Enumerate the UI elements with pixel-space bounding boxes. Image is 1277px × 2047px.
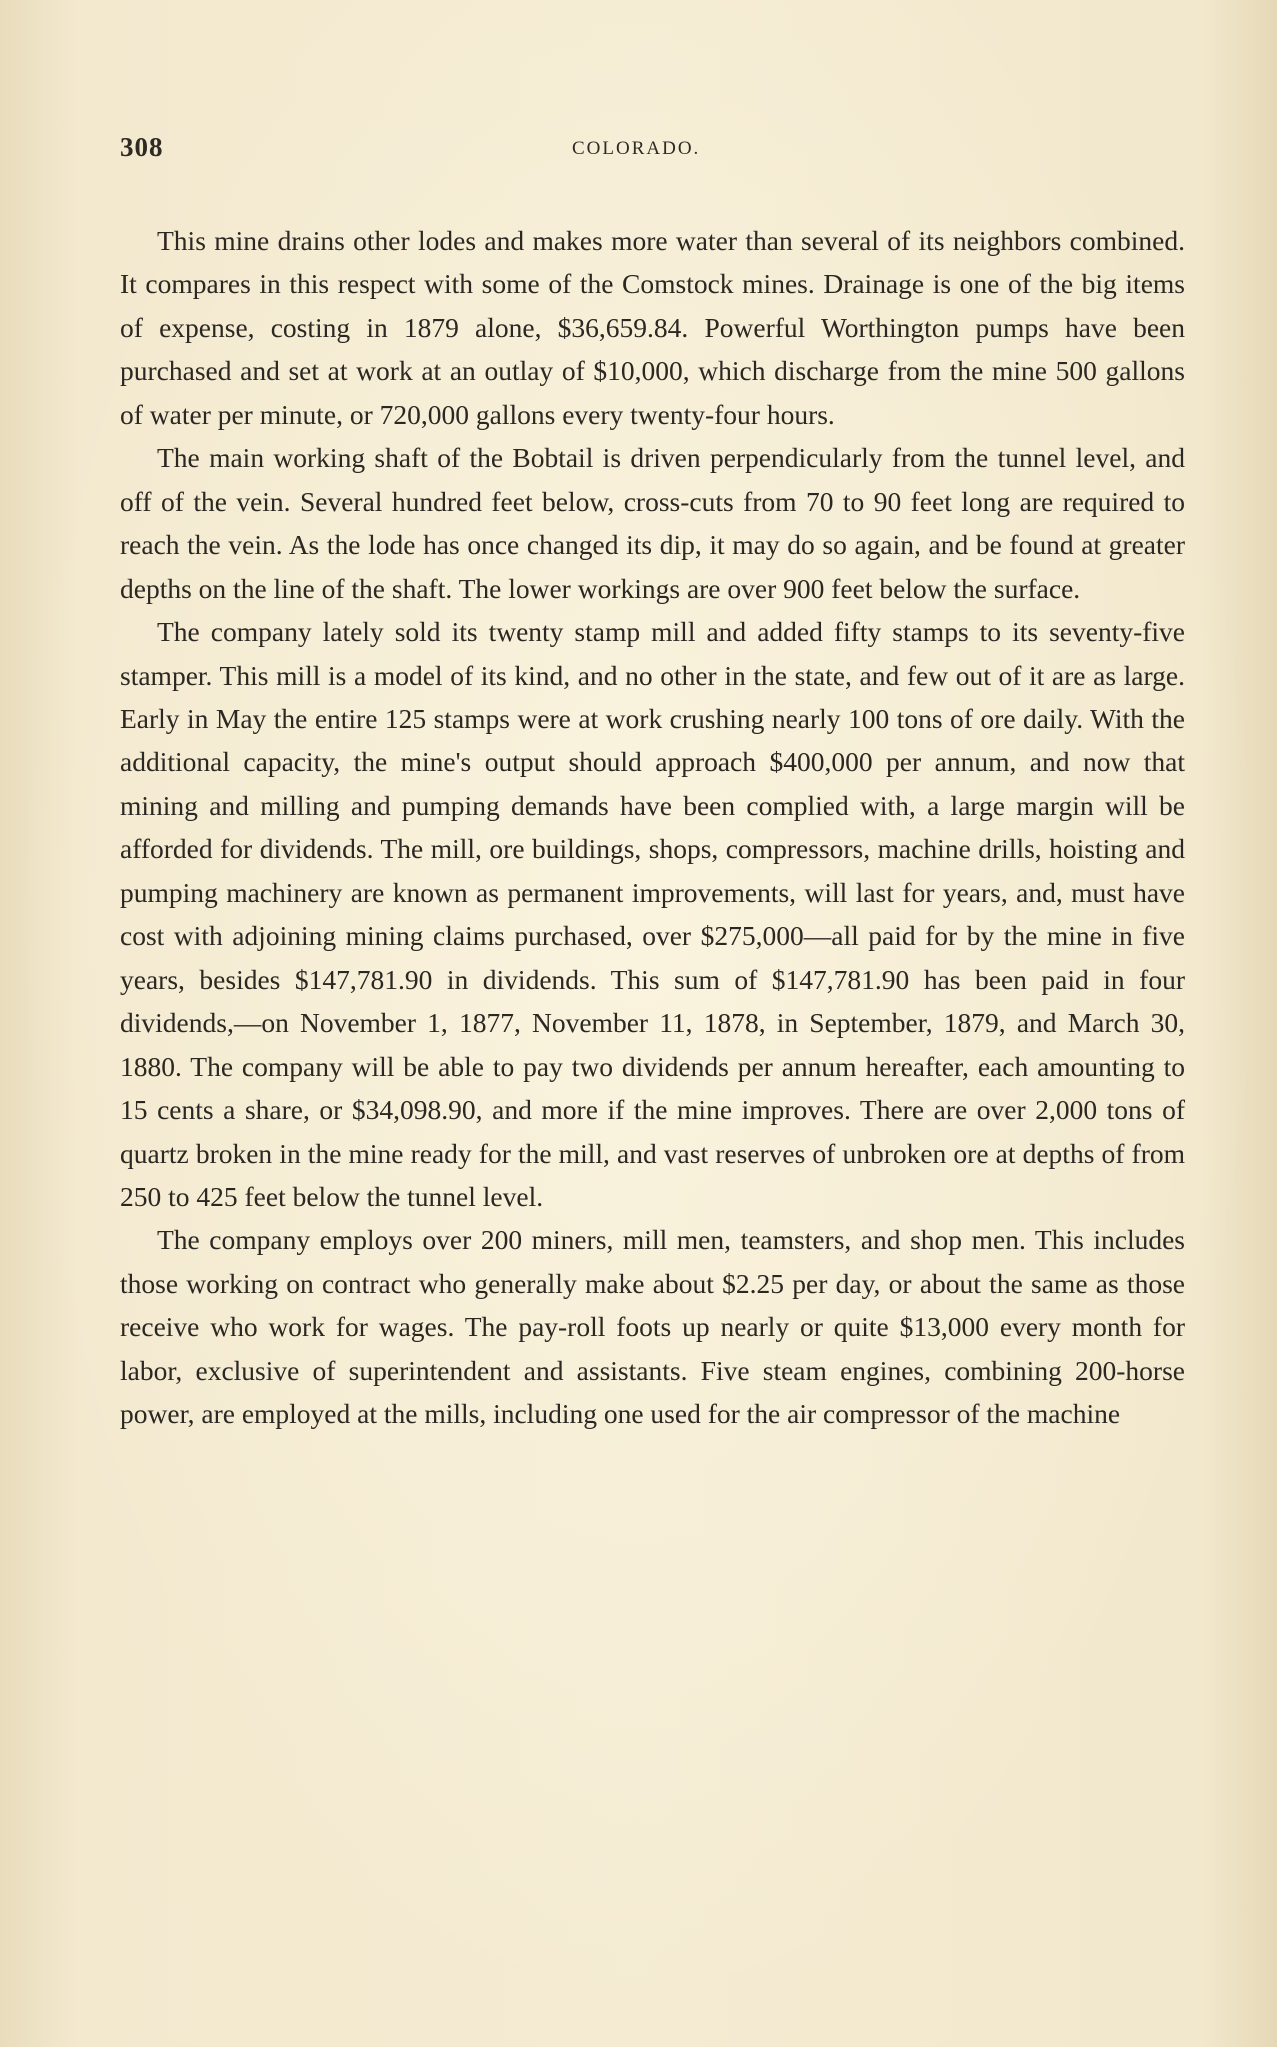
running-title: COLORADO. bbox=[572, 138, 701, 159]
paragraph-main-shaft: The main working shaft of the Bobtail is driven perpendicularly from the tunnel level, and off of the vein. Several hundred feet below, cross-cuts from 70 to 90 feet long are required to reach the vein. As the lode has once changed its dip, it may do so again, and be found at greater depths on the line of the shaft. The lower workings are over 900 feet below the surface. bbox=[120, 442, 1185, 604]
paragraph-employees: The company employs over 200 miners, mill men, teamsters, and shop men. This includes those working on contract who generally make about $2.25 per day, or about the same as those receive who work for wages. The pay-roll foots up nearly or quite $13,000 every month for labor, exclusive of superintendent and assistants. Five steam engines, combining 200-horse power, are employed at the mills, including one used for the air compressor of the machine bbox=[120, 1224, 1185, 1430]
running-head bbox=[120, 132, 1185, 172]
page-number: 308 bbox=[120, 132, 164, 162]
paragraph-drainage: This mine drains other lodes and makes more water than several of its neighbors combined. It compares in this respect with some of the Comstock mines. Drainage is one of the big items of expense, costing in 1879 alone, $36,659.84. Powerful Worthington pumps have been purchased and set at work at an outlay of $10,000, which discharge from the mine 500 gallons of water per minute, or 720,000 gallons every twenty-four hours. bbox=[120, 225, 1185, 430]
paragraph-stamp-mill: The company lately sold its twenty stamp mill and added fifty stamps to its seventy-five stamper. This mill is a model of its kind, and no other in the state, and few out of it are as large. Early in May the entire 125 stamps were at work crushing nearly 100 tons of ore daily. With the additional capacity, the mine's output should approach $400,000 per annum, and now that mining and milling and pumping demands have been complied with, a large margin will be afforded for dividends. The mill, ore buildings, shops, compressors, machine drills, hoisting and pumping machinery are known as permanent improvements, will last for years, and, must have cost with adjoining mining claims purchased, over $275,000—all paid for by the mine in five years, besides $147,781.90 in dividends. This sum of $147,781.90 has been paid in four dividends,—on November 1, 1877, November 11, 1878, in September, 1879, and March 30, 1880. The company will be able to pay two dividends per annum hereafter, each amounting to 15 cents a share, or $34,098.90, and more if the mine improves. There are over 2,000 tons of quartz broken in the mine ready for the mill, and vast reserves of unbroken ore at depths of from 250 to 425 feet below the tunnel level. bbox=[120, 616, 1185, 1212]
body-text bbox=[120, 219, 1185, 1436]
